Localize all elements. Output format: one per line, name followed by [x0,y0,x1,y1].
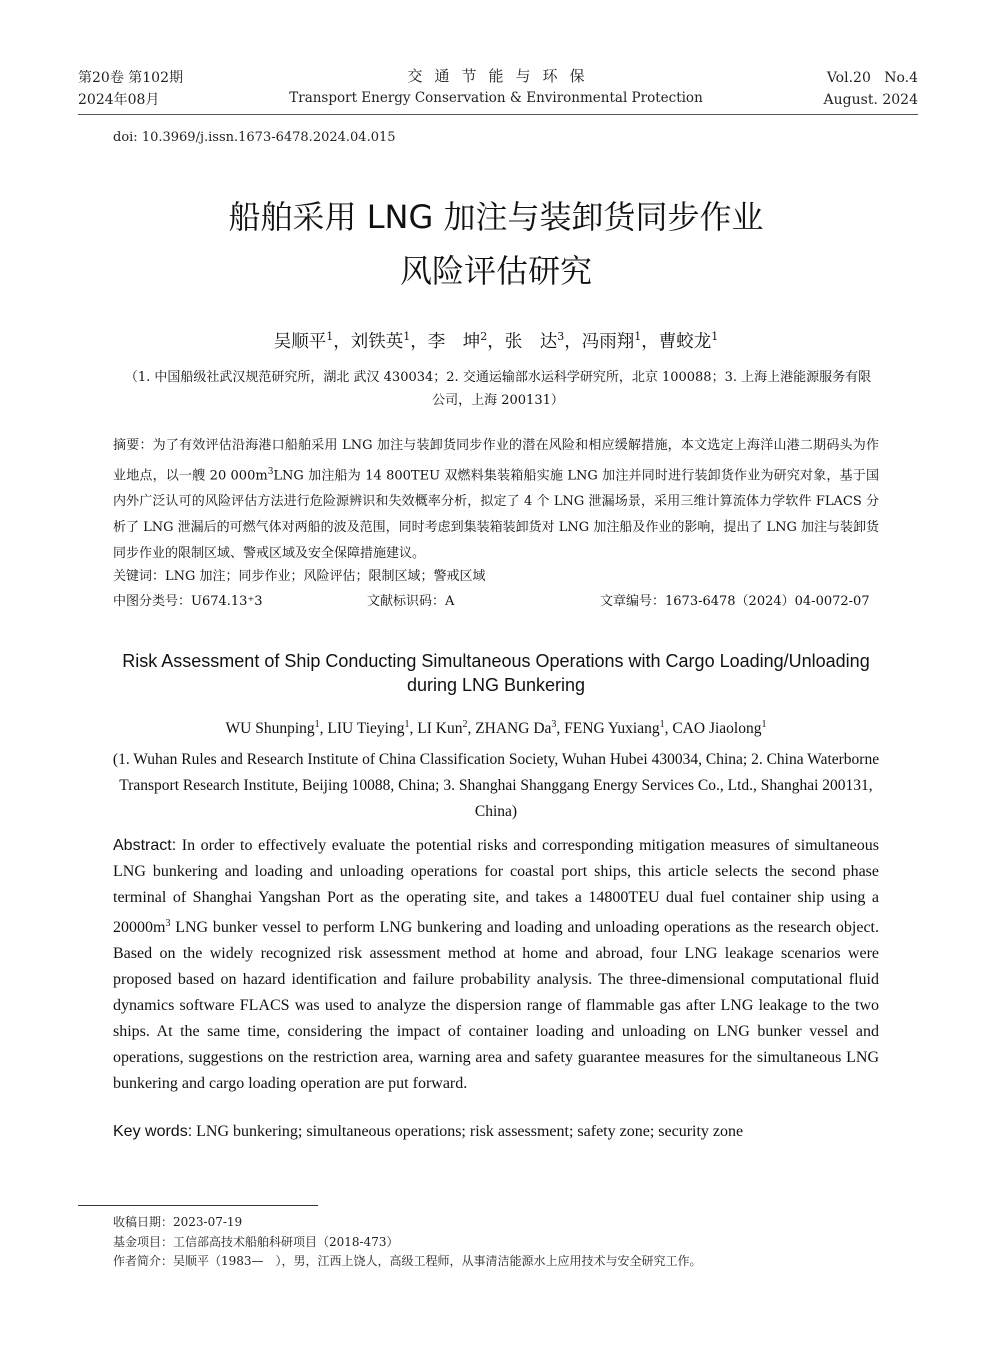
header-issue-info [78,67,278,111]
clc-number: 中图分类号：U674.13⁺3 [113,594,263,609]
abstract-en-text-b: LNG bunker vessel to perform LNG bunkering and loading and unloading operations as the research object. Based on the widely recognized risk assessment method at home and abroad, four LNG leakage scenarios were proposed based on hazard identification and failure probability analysis. The three-dimensional computational fluid dynamics software FLACS was used to analyze the dispersion range of flammable gas after LNG leakage to the two ships. At the same time, considering the impact of container loading and unloading on LNG bunker vessel and operations, suggestions on the restriction area, warning area and safety guarantee measures for the simultaneous LNG bunkering and cargo loading operation are put forward. [113,919,879,1092]
author-affil-mark: 1 [326,330,334,343]
author-en: CAO Jiaolong [672,720,762,737]
journal-name-en: Transport Energy Conservation & Environmental Protection [289,90,703,106]
abstract-en-label: Abstract: [113,837,177,854]
abstract-en-sup: 3 [165,918,171,929]
author-list-en: WU Shunping$^1$, LIU Tieying$^1$, LI Kun$^2$, ZHANG Da$^3$, FENG Yuxiang$^1$, CAO Jiaolong$^1$ [225,719,767,737]
paper-title-cn [80,190,912,298]
author-list-cn: 吴顺平$^1$，刘铁英$^1$，李 坤$^2$，张 达$^3$，冯雨翔$^1$，曹蛟龙$^1$ [273,330,719,352]
author-affil-mark: 1 [634,330,642,343]
author-en: WU Shunping [225,720,315,737]
document-code: 文献标识码：A [367,594,455,609]
keywords-en-text: LNG bunkering; simultaneous operations; risk assessment; safety zone; security zone [192,1123,744,1140]
header-volume: Vol.20 No.4 [826,70,918,86]
footnote-divider [78,1205,318,1206]
abstract-cn-sup: 3 [267,467,274,477]
header-volume-info [760,67,918,111]
title-cn-line-2: 风险评估研究 [399,252,592,290]
author-affil-mark: 1 [711,330,719,343]
journal-name-cn: 交通节能与环保 [407,67,597,85]
author-affil-mark: 2 [462,719,468,730]
abstract-en [113,833,879,1097]
footnote-author-bio: 作者简介：吴顺平（1983— ），男，江西上饶人，高级工程师，从事清洁能源水上应用技术与安全研究工作。 [113,1254,702,1268]
affiliations-cn: （1. 中国船级社武汉规范研究所，湖北 武汉 430034；2. 交通运输部水运科学研究所，北京 100088；3. 上海上港能源服务有限公司，上海 200131） [124,370,872,408]
affiliations-en: (1. Wuhan Rules and Research Institute of China Classification Society, Wuhan Hubei 430034, China; 2. China Waterborne Transport Research Institute, Beijing 10088, China; 3. Shanghai Shanggang Energy Services Co., Ltd., Shanghai 200131, China) [112,751,880,820]
abstract-cn-label: 摘要： [113,438,153,453]
keywords-cn [113,565,879,589]
author-affil-mark: 1 [404,719,410,730]
header-journal [260,66,732,110]
author-en: LIU Tieying [327,720,405,737]
footnote-fund: 基金项目：工信部高技术船舶科研项目（2018-473） [113,1235,399,1249]
author-en: ZHANG Da [475,720,552,737]
author-cn: 张 达 [504,332,558,352]
author-en: FENG Yuxiang [564,720,660,737]
doi: doi: 10.3969/j.issn.1673-6478.2024.04.015 [113,130,396,145]
author-cn: 吴顺平 [273,332,327,352]
abstract-cn-text-b: LNG 加注船为 14 800TEU 双燃料集装箱船实施 LNG 加注并同时进行装卸货作业为研究对象，基于国内外广泛认可的风险评估方法进行危险源辨识和失效概率分析，拟定了 4 个 LNG 泄漏场景，采用三维计算流体力学软件 FLACS 分析了 LNG 泄漏后的可燃气体对两船的波及范围，同时考虑到集装箱装卸货对 LNG 加注船及作业的影响，提出了 LNG 加注与装卸货同步作业的限制区域、警戒区域及安全保障措施建议。 [113,468,879,562]
author-cn: 冯雨翔 [581,332,635,352]
author-affil-mark: 2 [480,330,488,343]
author-en: LI Kun [417,720,463,737]
keywords-en-label: Key words: [113,1123,193,1140]
author-affil-mark: 1 [761,719,767,730]
author-affil-mark: 1 [403,330,411,343]
article-number: 文章编号：1673-6478（2024）04-0072-07 [600,594,870,609]
author-cn: 刘铁英 [350,332,404,352]
paper-title-en: Risk Assessment of Ship Conducting Simultaneous Operations with Cargo Loading/Unloading during LNG Bunkering [122,651,870,695]
title-cn-line-1: 船舶采用 LNG 加注与装卸货同步作业 [228,198,764,236]
header-issue-cn: 第20卷 第102期 [78,70,183,86]
keywords-cn-label: 关键词： [113,569,166,584]
author-affil-mark: 3 [551,719,557,730]
header-divider [78,114,918,115]
author-affil-mark: 3 [557,330,565,343]
abstract-cn [113,433,879,567]
author-affil-mark: 1 [659,719,665,730]
keywords-en [113,1119,879,1145]
abstract-en-text-a: In order to effectively evaluate the potential risks and corresponding mitigation measures of simultaneous LNG bunkering and loading and unloading operations for coastal port ships, this article selects the second phase terminal of Shanghai Yangshan Port as the operating site, and takes a 14800TEU dual fuel container ship using a 20000m [113,837,879,936]
abstract-cn-text-a: 为了有效评估沿海港口船舶采用 LNG 加注与装卸货同步作业的潜在风险和相应缓解措施，本文选定上海洋山港二期码头为作业地点，以一艘 20 000m [113,438,879,484]
author-cn: 曹蛟龙 [658,332,712,352]
header-date-cn: 2024年08月 [78,92,160,108]
header-date-en: August. 2024 [823,92,918,108]
author-cn: 李 坤 [427,332,481,352]
keywords-cn-text: LNG 加注；同步作业；风险评估；限制区域；警戒区域 [165,569,486,584]
author-affil-mark: 1 [314,719,320,730]
footnote-received-date: 收稿日期：2023-07-19 [113,1215,243,1229]
